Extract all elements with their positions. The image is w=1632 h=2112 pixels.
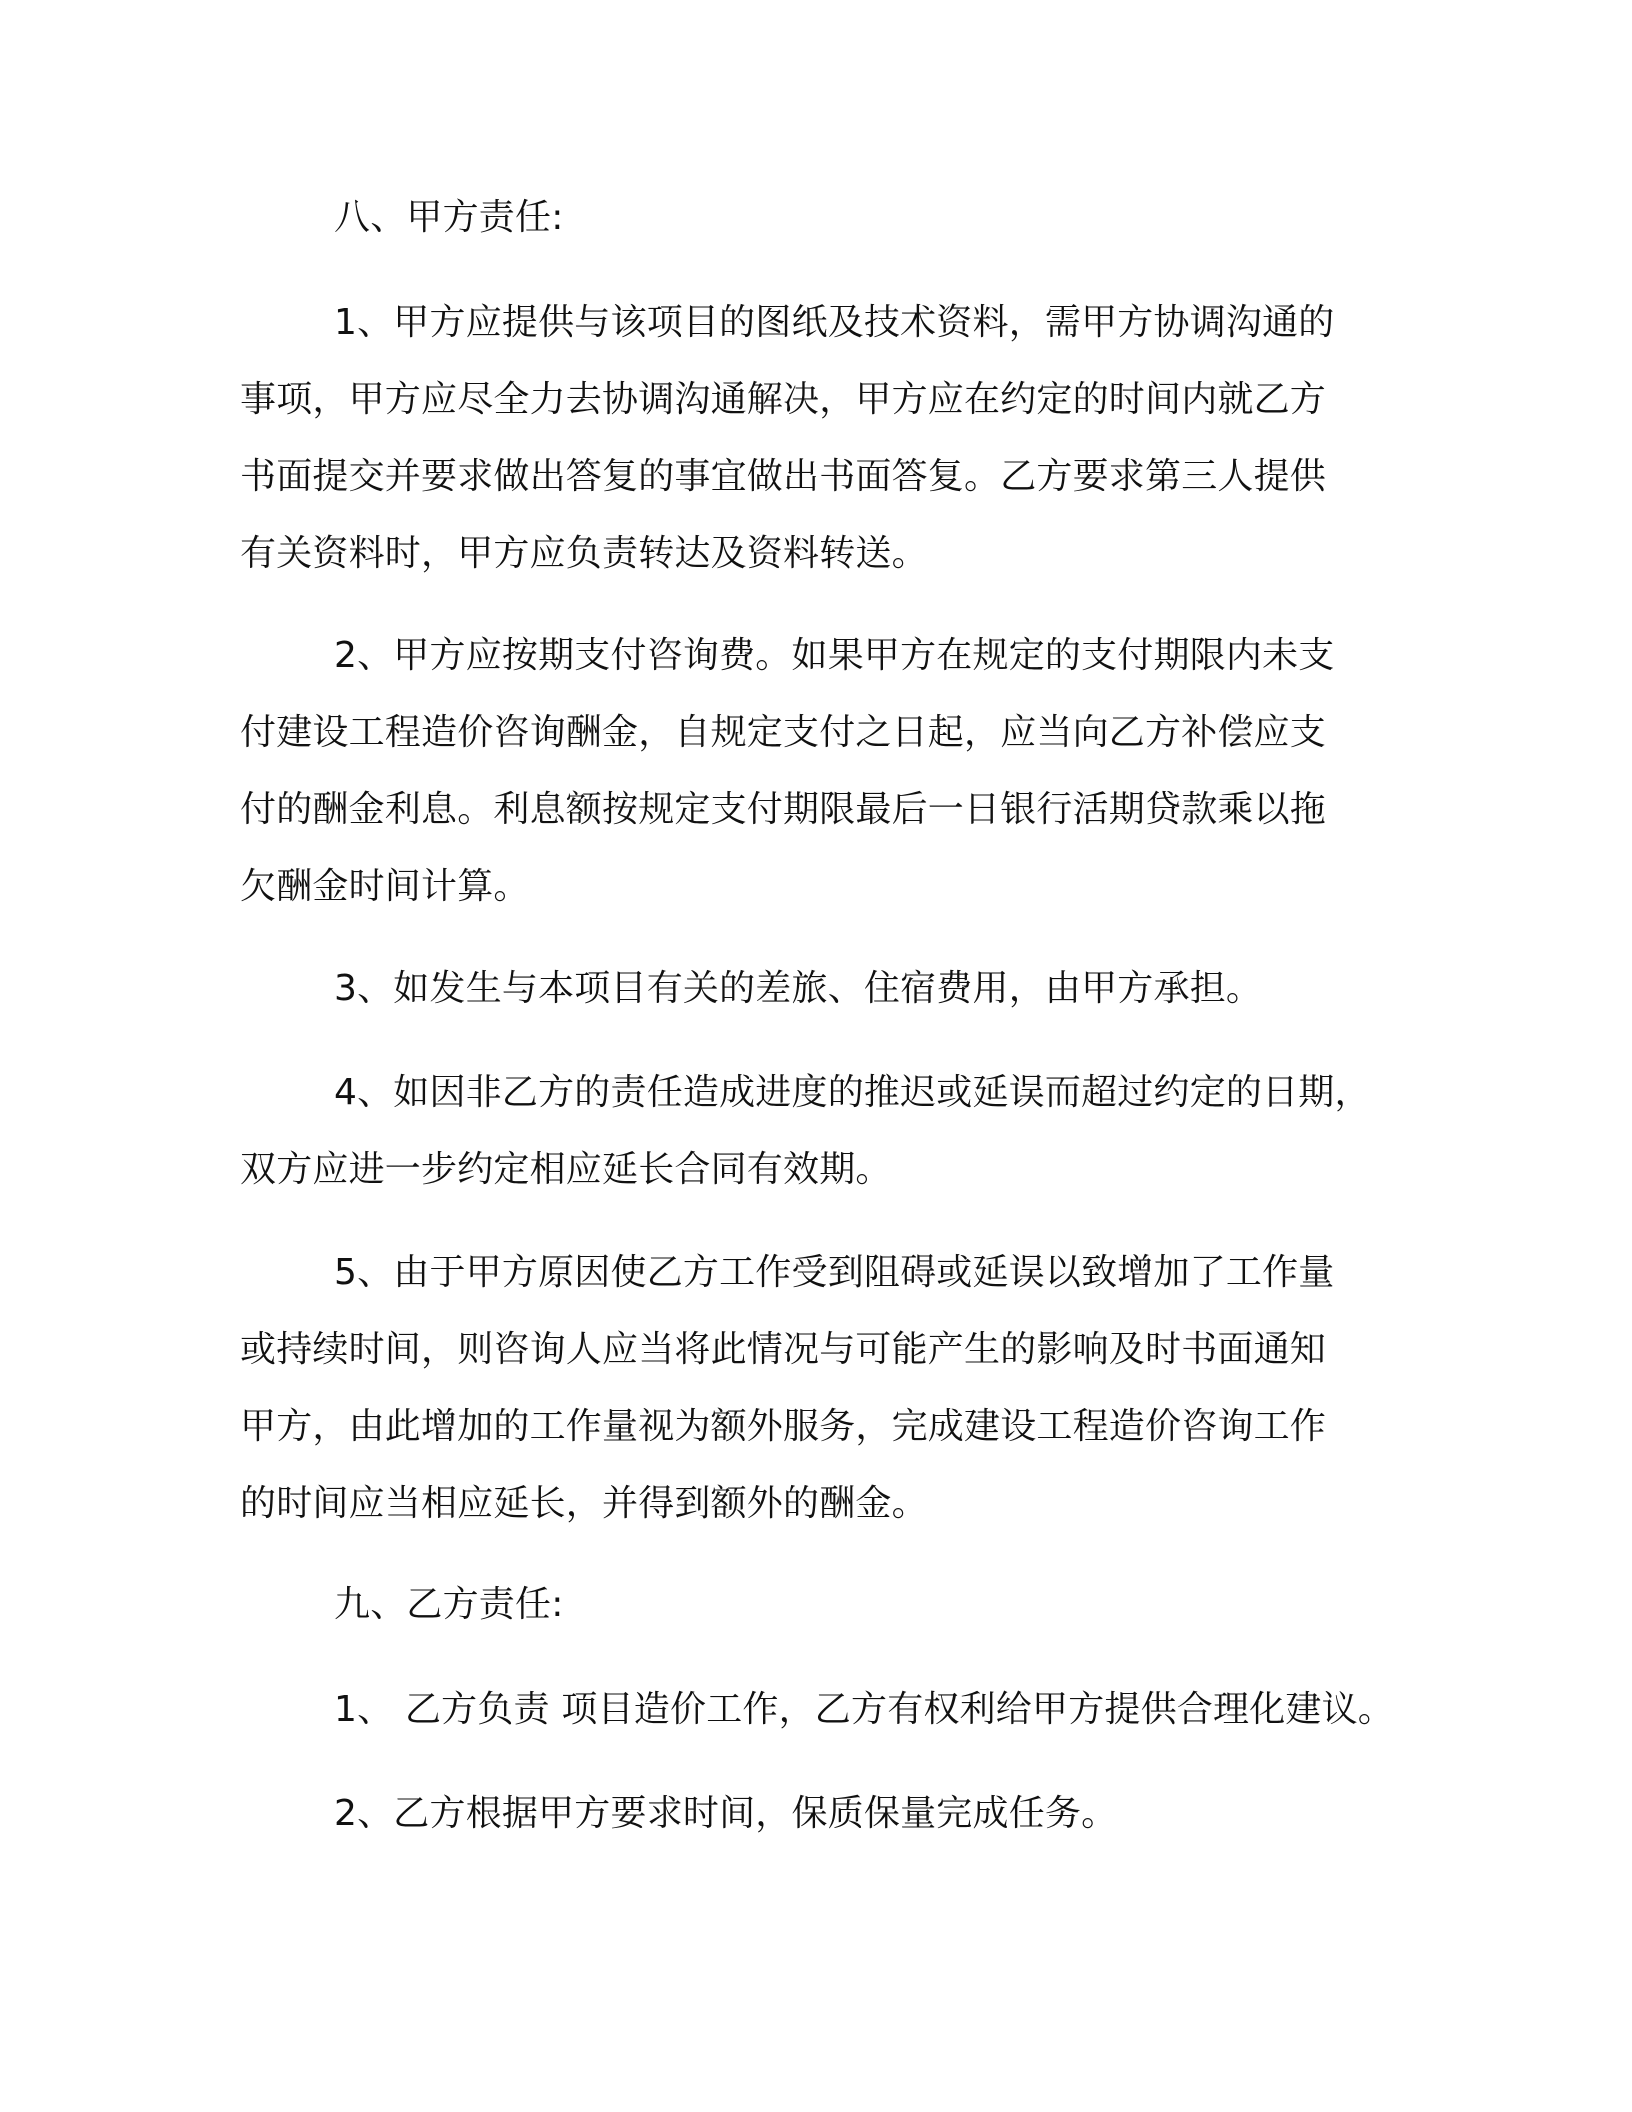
section-8-item-5-line-4: 的时间应当相应延长，并得到额外的酬金。 bbox=[240, 1483, 928, 1524]
section-8-item-5-line-1: 5、由于甲方原因使乙方工作受到阻碍或延误以致增加了工作量 bbox=[334, 1252, 1335, 1293]
section-8-item-4-line-2: 双方应进一步约定相应延长合同有效期。 bbox=[240, 1149, 892, 1190]
section-8-item-5-line-2: 或持续时间，则咨询人应当将此情况与可能产生的影响及时书面通知 bbox=[240, 1329, 1327, 1370]
section-8-item-1-line-4: 有关资料时，甲方应负责转达及资料转送。 bbox=[240, 533, 928, 574]
section-8-item-5-line-3: 甲方，由此增加的工作量视为额外服务，完成建设工程造价咨询工作 bbox=[240, 1406, 1327, 1447]
section-8-item-2-line-1: 2、甲方应按期支付咨询费。如果甲方在规定的支付期限内未支 bbox=[334, 635, 1335, 676]
section-8-item-1-line-1: 1、甲方应提供与该项目的图纸及技术资料，需甲方协调沟通的 bbox=[334, 302, 1335, 343]
section-9-heading: 九、乙方责任: bbox=[334, 1584, 564, 1625]
section-8-item-1-line-3: 书面提交并要求做出答复的事宜做出书面答复。乙方要求第三人提供 bbox=[240, 456, 1327, 497]
section-8-heading: 八、甲方责任: bbox=[334, 197, 564, 238]
section-8-item-3-line-1: 3、如发生与本项目有关的差旅、住宿费用，由甲方承担。 bbox=[334, 968, 1263, 1009]
section-8-item-4-line-1: 4、如因非乙方的责任造成进度的推迟或延误而超过约定的日期， bbox=[334, 1072, 1371, 1113]
section-9-item-1-line-1: 1、 乙方负责 项目造价工作，乙方有权利给甲方提供合理化建议。 bbox=[334, 1689, 1394, 1730]
section-8-item-1-line-2: 事项，甲方应尽全力去协调沟通解决，甲方应在约定的时间内就乙方 bbox=[240, 379, 1327, 420]
section-8-item-2-line-4: 欠酬金时间计算。 bbox=[240, 866, 530, 907]
section-8-item-2-line-2: 付建设工程造价咨询酬金，自规定支付之日起，应当向乙方补偿应支 bbox=[240, 712, 1327, 753]
section-8-item-2-line-3: 付的酬金利息。利息额按规定支付期限最后一日银行活期贷款乘以拖 bbox=[240, 789, 1327, 830]
section-9-item-2-line-1: 2、乙方根据甲方要求时间，保质保量完成任务。 bbox=[334, 1793, 1118, 1834]
